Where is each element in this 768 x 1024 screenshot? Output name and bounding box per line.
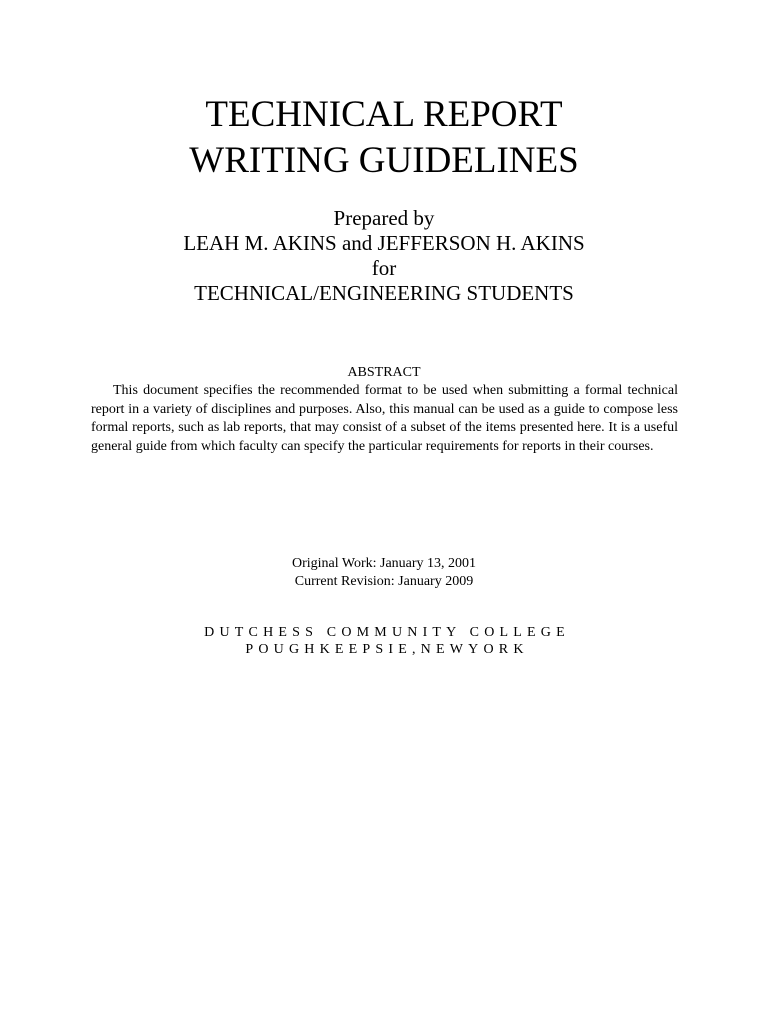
- original-work-date: Original Work: January 13, 2001: [291, 556, 477, 571]
- prepared-by-block: [0, 206, 768, 306]
- document-title: [0, 92, 768, 184]
- title-line-2: WRITING GUIDELINES: [189, 140, 579, 181]
- prepared-by-label: Prepared by: [333, 206, 435, 230]
- author-names: LEAH M. AKINS and JEFFERSON H. AKINS: [183, 231, 585, 255]
- abstract-body: This document specifies the recommended format to be used when submitting a formal technical report in a variety of disciplines and purposes. Also, this manual can be used as a guide to compose less formal reports, such as lab reports, that may consist of a subset of the items presented here. It is a useful general guide from which faculty can specify the particular requirements for reports in their courses.: [91, 383, 678, 454]
- audience: TECHNICAL/ENGINEERING STUDENTS: [194, 281, 574, 305]
- institution-name: DUTCHESS COMMUNITY COLLEGE: [204, 625, 570, 640]
- institution-block: [0, 624, 768, 658]
- institution-location: POUGHKEEPSIE,NEWYORK: [245, 642, 529, 657]
- revision-dates: [0, 555, 768, 591]
- title-line-1: TECHNICAL REPORT: [205, 94, 563, 135]
- current-revision-date: Current Revision: January 2009: [294, 574, 474, 589]
- abstract-heading: ABSTRACT: [347, 365, 421, 380]
- for-label: for: [371, 256, 397, 280]
